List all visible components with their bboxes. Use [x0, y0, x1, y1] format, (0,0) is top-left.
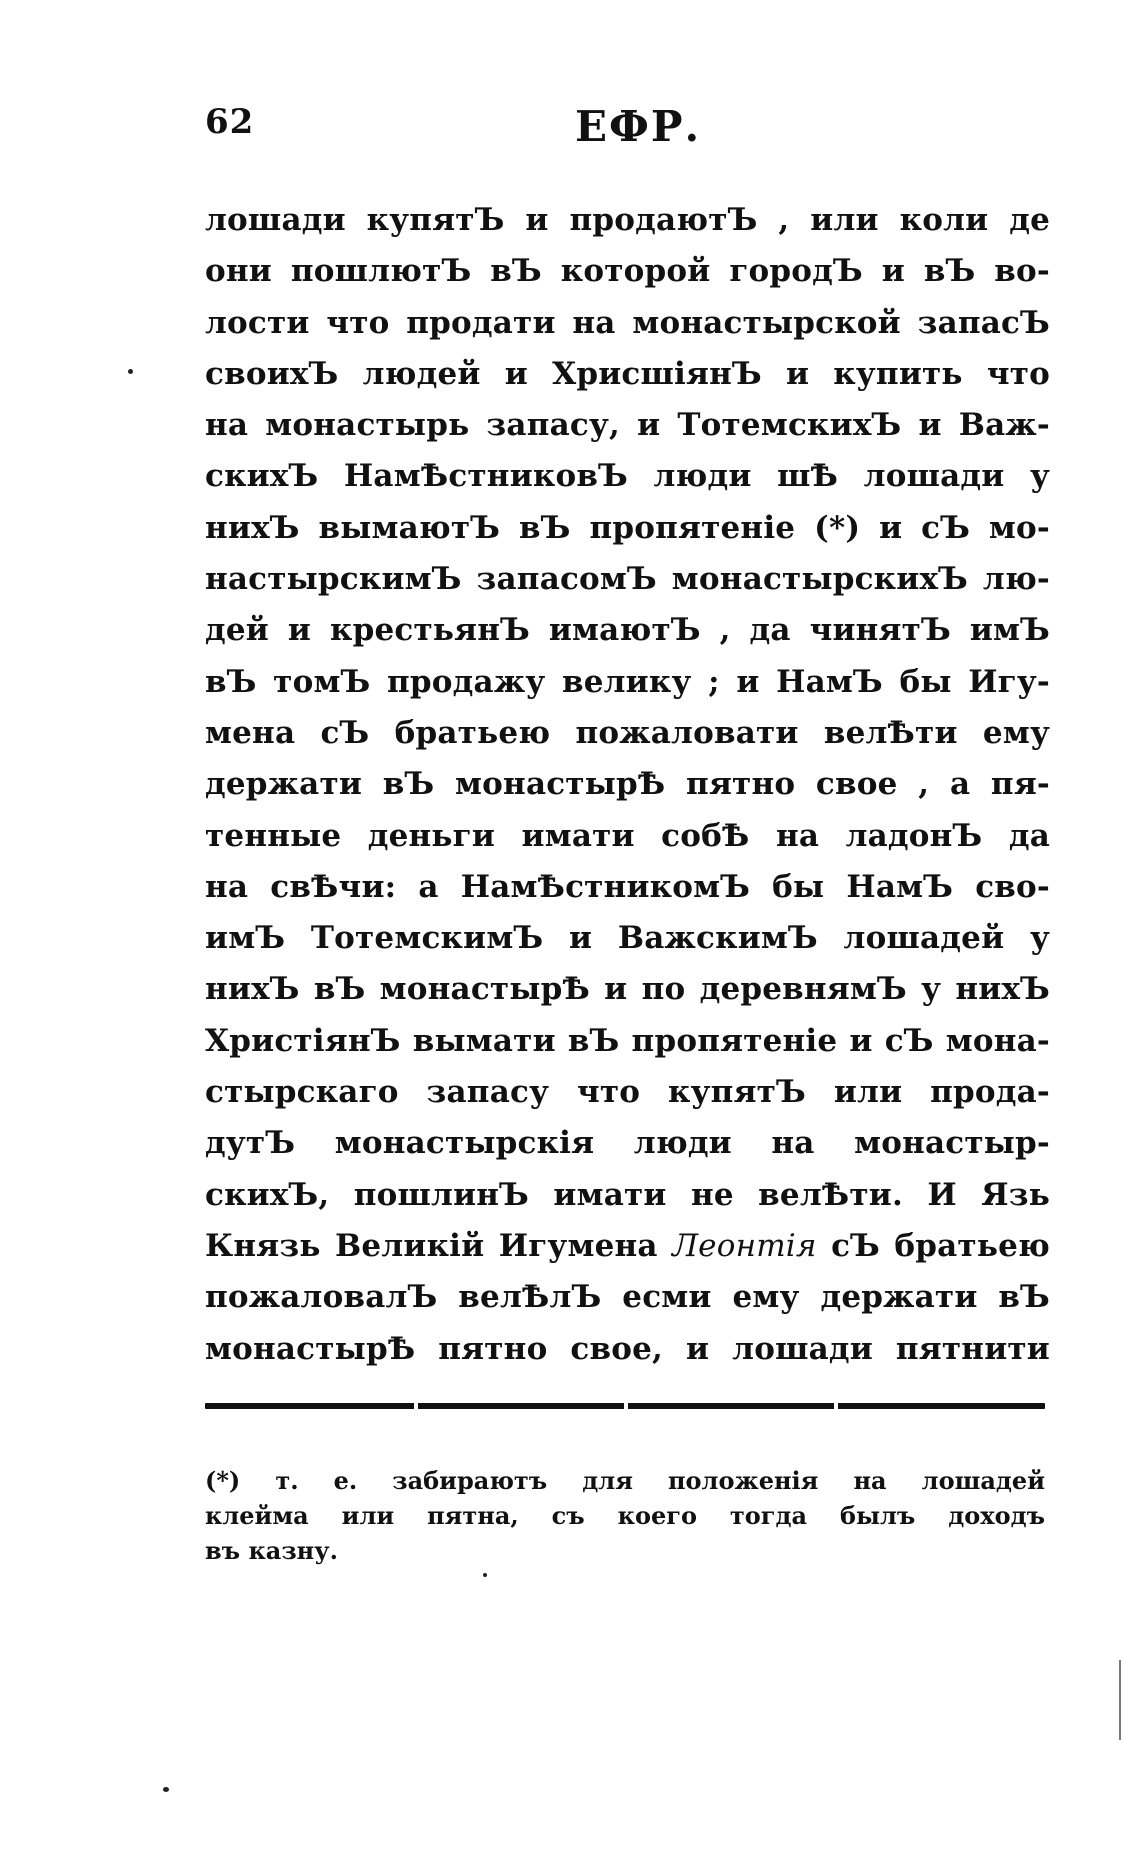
- page-edge-mark: [1119, 1660, 1121, 1740]
- main-text: [205, 195, 1050, 1375]
- page-number: 62: [205, 102, 255, 142]
- text-line: лошади купятЪ и продаютЪ , или коли де: [205, 202, 1050, 238]
- running-head: ЕФР.: [575, 102, 702, 151]
- text-line: дутЪ монастырскія люди на монастыр-: [205, 1125, 1050, 1162]
- text-line: скихЪ, пошлинЪ имати не велѢти. И Язь: [205, 1176, 1050, 1213]
- text-line: тенные деньги имати собѢ на ладонЪ да: [205, 817, 1050, 854]
- text-line: нихЪ вЪ монастырѢ и по деревнямЪ у нихЪ: [205, 971, 1050, 1008]
- print-speck: [163, 1787, 169, 1792]
- rule-gap: [834, 1403, 838, 1409]
- text-line-part: Князь Великій Игумена: [205, 1227, 658, 1264]
- rule-gap: [624, 1403, 628, 1409]
- text-line: они пошлютЪ вЪ которой городЪ и вЪ во-: [205, 253, 1050, 290]
- page-header: [205, 102, 1045, 162]
- footnote: [205, 1463, 1045, 1568]
- rule-gap: [414, 1403, 418, 1409]
- footnote-line: въ казну.: [205, 1536, 338, 1565]
- print-speck: [128, 369, 133, 374]
- text-line: скихЪ НамѢстниковЪ люди шѢ лошади у: [205, 458, 1050, 495]
- text-line: на свѢчи: а НамѢстникомЪ бы НамЪ сво-: [205, 868, 1050, 905]
- text-line: настырскимЪ запасомЪ монастырскихЪ лю-: [205, 561, 1050, 598]
- personal-name: Леонтія: [672, 1227, 817, 1264]
- footnote-line: (*) т. е. забираютъ для положенія на лошадей: [205, 1466, 1045, 1495]
- text-line: нихЪ вымаютЪ вЪ пропятеніе (*) и сЪ мо-: [205, 509, 1050, 546]
- text-line: мена сЪ братьею пожаловати велѢти ему: [205, 714, 1050, 751]
- text-line: держати вЪ монастырѢ пятно свое , а пя-: [205, 766, 1050, 803]
- text-line: лости что продати на монастырской запасЪ: [205, 304, 1050, 341]
- text-line: своихЪ людей и ХрисшіянЪ и купить что: [205, 355, 1050, 392]
- text-line-part: сЪ братьею: [831, 1227, 1050, 1264]
- text-line-with-name: [205, 1221, 1050, 1272]
- text-line: имЪ ТотемскимЪ и ВажскимЪ лошадей у: [205, 920, 1050, 957]
- print-speck: [483, 1573, 487, 1577]
- text-line: вЪ томЪ продажу велику ; и НамЪ бы Игу-: [205, 663, 1050, 700]
- text-line: дей и крестьянЪ имаютЪ , да чинятЪ имЪ: [205, 612, 1050, 649]
- text-line: ХристіянЪ вымати вЪ пропятеніе и сЪ мона-: [205, 1022, 1050, 1059]
- footnote-line: клейма или пятна, съ коего тогда былъ доходъ: [205, 1501, 1045, 1530]
- text-line: монастырѢ пятно свое, и лошади пятнити: [205, 1330, 1050, 1367]
- text-line: пожаловалЪ велѢлЪ есми ему держати вЪ: [205, 1279, 1050, 1316]
- text-line: на монастырь запасу, и ТотемскихЪ и Важ-: [205, 407, 1050, 444]
- text-line: стырскаго запасу что купятЪ или прода-: [205, 1074, 1050, 1111]
